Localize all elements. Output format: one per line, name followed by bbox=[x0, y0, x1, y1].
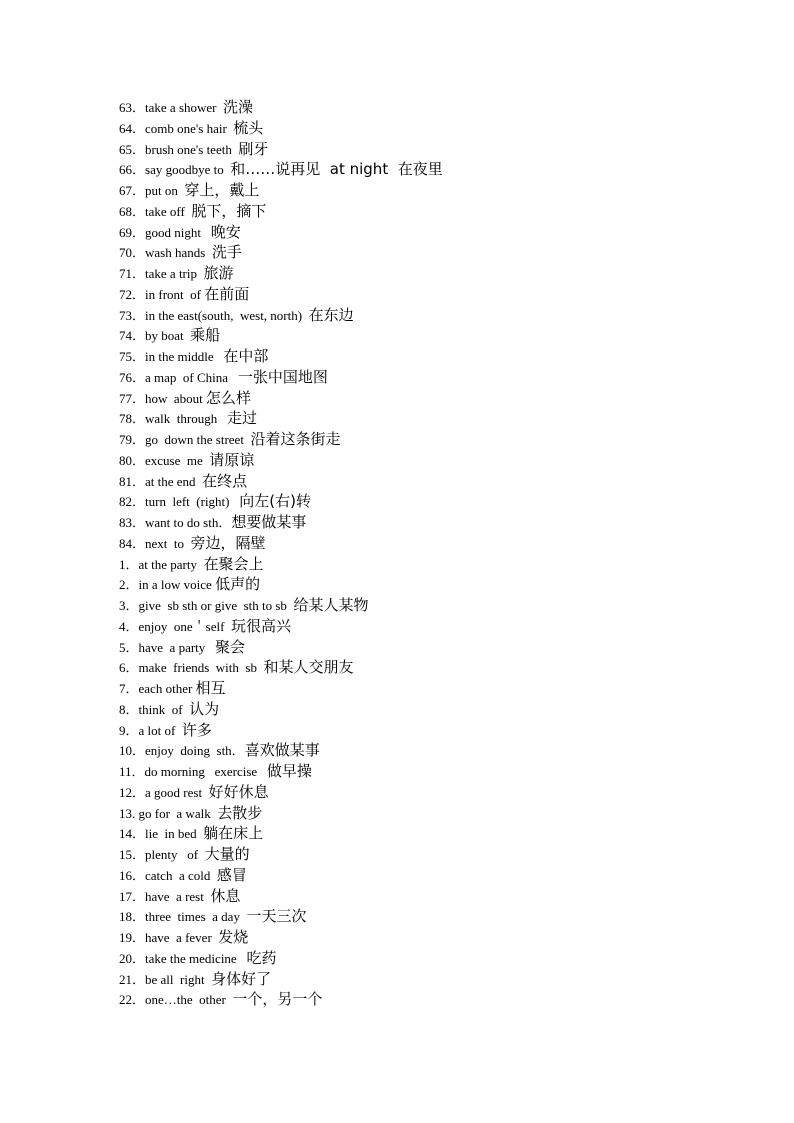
chinese-meaning: 怎么样 bbox=[206, 388, 252, 407]
english-phrase: how about bbox=[145, 390, 207, 406]
item-number: 73． bbox=[119, 307, 146, 323]
list-item bbox=[119, 761, 739, 782]
list-item bbox=[119, 97, 739, 118]
item-number: 9． bbox=[119, 722, 139, 738]
chinese-meaning: 相互 bbox=[195, 679, 226, 697]
item-number: 78． bbox=[119, 411, 146, 427]
list-item bbox=[119, 388, 739, 409]
chinese-meaning: 感冒 bbox=[216, 865, 247, 884]
item-number: 63． bbox=[119, 100, 146, 115]
chinese-meaning: 发烧 bbox=[218, 928, 249, 946]
list-item bbox=[119, 782, 739, 803]
chinese-meaning: 许多 bbox=[181, 720, 212, 739]
list-item bbox=[119, 284, 739, 305]
chinese-meaning: 一张中国地图 bbox=[237, 367, 328, 386]
chinese-meaning: 在终点 bbox=[202, 471, 248, 490]
chinese-meaning: 身体好了 bbox=[211, 969, 272, 988]
english-phrase: comb one's hair bbox=[145, 120, 234, 136]
list-item bbox=[119, 699, 739, 720]
item-number: 6． bbox=[119, 660, 139, 676]
chinese-meaning: 好好休息 bbox=[208, 782, 269, 801]
item-number: 16． bbox=[119, 867, 146, 883]
item-number: 79． bbox=[119, 432, 146, 447]
list-item bbox=[119, 533, 739, 554]
chinese-meaning: 喜欢做某事 bbox=[244, 741, 320, 760]
item-number: 10． bbox=[119, 743, 146, 759]
chinese-meaning: 刷牙 bbox=[238, 139, 269, 158]
english-phrase: each other bbox=[138, 681, 196, 696]
list-item bbox=[119, 242, 739, 263]
chinese-meaning: 在东边 bbox=[308, 305, 354, 324]
item-number: 4． bbox=[119, 618, 139, 634]
chinese-meaning: 去散步 bbox=[217, 803, 263, 822]
list-item bbox=[119, 429, 739, 450]
item-number: 3． bbox=[119, 598, 139, 613]
english-phrase: catch a cold bbox=[145, 867, 217, 883]
chinese-meaning: 向左(右)转 bbox=[239, 492, 311, 511]
list-item bbox=[119, 740, 739, 761]
chinese-meaning: 旁边，隔壁 bbox=[190, 533, 266, 552]
list-item bbox=[119, 844, 739, 865]
list-item bbox=[119, 450, 739, 471]
english-phrase: good night bbox=[145, 224, 211, 240]
chinese-meaning: 脱下，摘下 bbox=[191, 201, 267, 220]
item-number: 64． bbox=[119, 120, 146, 136]
english-phrase: do morning exercise bbox=[144, 764, 267, 779]
chinese-meaning: 旅游 bbox=[203, 264, 234, 282]
item-number: 12． bbox=[119, 784, 146, 800]
english-phrase: take off bbox=[145, 203, 192, 219]
chinese-meaning: 吃药 bbox=[246, 948, 277, 967]
chinese-meaning: 一天三次 bbox=[246, 907, 307, 926]
list-item bbox=[119, 574, 739, 595]
list-item bbox=[119, 346, 739, 367]
chinese-meaning: 做早操 bbox=[266, 762, 312, 780]
english-phrase: turn left (right) bbox=[145, 494, 240, 510]
item-number: 70． bbox=[119, 245, 146, 261]
item-number: 21． bbox=[119, 971, 146, 987]
list-item bbox=[119, 367, 739, 388]
chinese-meaning: 穿上，戴上 bbox=[184, 181, 260, 199]
item-number: 68． bbox=[119, 203, 146, 219]
english-phrase: have a rest bbox=[145, 888, 211, 904]
english-phrase: go down the street bbox=[145, 432, 251, 447]
english-phrase: excuse me bbox=[145, 452, 210, 468]
english-phrase: make friends with sb bbox=[138, 660, 264, 676]
item-number: 1． bbox=[119, 556, 139, 572]
item-number: 71． bbox=[119, 266, 146, 281]
item-number: 8． bbox=[119, 701, 139, 717]
english-phrase: next to bbox=[145, 535, 191, 551]
chinese-meaning: 晚安 bbox=[210, 222, 241, 241]
chinese-meaning: 在聚会上 bbox=[203, 554, 264, 573]
item-number: 15． bbox=[119, 847, 146, 862]
item-number: 18． bbox=[119, 909, 146, 925]
english-phrase: plenty of bbox=[145, 847, 205, 862]
item-number: 81． bbox=[119, 473, 146, 489]
item-number: 72． bbox=[119, 286, 146, 302]
item-number: 22． bbox=[119, 992, 146, 1008]
item-number: 84． bbox=[119, 535, 146, 551]
vocabulary-list bbox=[119, 97, 739, 1010]
item-number: 66． bbox=[119, 162, 146, 178]
list-item bbox=[119, 678, 739, 699]
list-item bbox=[119, 865, 739, 886]
chinese-meaning: 和某人交朋友 bbox=[263, 658, 354, 677]
list-item bbox=[119, 325, 739, 346]
item-number: 75． bbox=[119, 349, 146, 364]
english-phrase: take a trip bbox=[145, 266, 204, 281]
english-phrase: enjoy one＇self bbox=[138, 618, 231, 634]
list-item bbox=[119, 263, 739, 284]
english-phrase: go for a walk bbox=[138, 805, 218, 821]
chinese-meaning: 和……说再见 at night 在夜里 bbox=[230, 160, 443, 179]
list-item bbox=[119, 554, 739, 575]
chinese-meaning: 洗澡 bbox=[222, 98, 253, 116]
item-number: 74． bbox=[119, 328, 146, 344]
list-item bbox=[119, 159, 739, 180]
list-item bbox=[119, 512, 739, 533]
item-number: 17． bbox=[119, 888, 146, 904]
item-number: 7． bbox=[119, 681, 139, 696]
chinese-meaning: 躺在床上 bbox=[203, 824, 264, 843]
chinese-meaning: 请原谅 bbox=[209, 450, 255, 469]
english-phrase: take the medicine bbox=[145, 950, 247, 966]
chinese-meaning: 休息 bbox=[210, 886, 241, 905]
list-item bbox=[119, 823, 739, 844]
list-item bbox=[119, 906, 739, 927]
item-number: 69． bbox=[119, 224, 146, 240]
list-item bbox=[119, 408, 739, 429]
list-item bbox=[119, 201, 739, 222]
english-phrase: one…the other bbox=[145, 992, 233, 1008]
item-number: 67． bbox=[119, 183, 146, 198]
english-phrase: at the party bbox=[138, 556, 204, 572]
list-item bbox=[119, 305, 739, 326]
chinese-meaning: 乘船 bbox=[190, 326, 221, 345]
item-number: 82． bbox=[119, 494, 146, 510]
chinese-meaning: 聚会 bbox=[215, 637, 246, 656]
english-phrase: give sb sth or give sth to sb bbox=[138, 598, 294, 613]
english-phrase: think of bbox=[138, 701, 190, 717]
chinese-meaning: 一个，另一个 bbox=[232, 990, 323, 1009]
english-phrase: take a shower bbox=[145, 100, 223, 115]
list-item bbox=[119, 491, 739, 512]
item-number: 83． bbox=[119, 515, 146, 530]
english-phrase: a lot of bbox=[138, 722, 182, 738]
item-number: 13. bbox=[119, 805, 139, 821]
list-item bbox=[119, 595, 739, 616]
list-item bbox=[119, 222, 739, 243]
chinese-meaning: 认为 bbox=[189, 699, 220, 718]
english-phrase: in the middle bbox=[145, 349, 224, 364]
english-phrase: have a party bbox=[138, 639, 216, 655]
chinese-meaning: 走过 bbox=[226, 409, 257, 428]
list-item bbox=[119, 118, 739, 139]
english-phrase: in front of bbox=[145, 286, 205, 302]
item-number: 20． bbox=[119, 950, 146, 966]
english-phrase: by boat bbox=[145, 328, 191, 344]
list-item bbox=[119, 180, 739, 201]
list-item bbox=[119, 969, 739, 990]
chinese-meaning: 大量的 bbox=[204, 845, 250, 863]
item-number: 77． bbox=[119, 390, 146, 406]
english-phrase: put on bbox=[145, 183, 185, 198]
item-number: 19． bbox=[119, 930, 146, 945]
chinese-meaning: 在中部 bbox=[223, 347, 269, 365]
list-item bbox=[119, 720, 739, 741]
list-item bbox=[119, 471, 739, 492]
chinese-meaning: 低声的 bbox=[215, 575, 261, 594]
english-phrase: want to do sth． bbox=[145, 515, 232, 530]
english-phrase: wash hands bbox=[145, 245, 212, 261]
english-phrase: in a low voice bbox=[138, 577, 216, 593]
chinese-meaning: 想要做某事 bbox=[231, 513, 307, 531]
item-number: 76． bbox=[119, 369, 146, 385]
item-number: 11． bbox=[119, 764, 145, 779]
item-number: 65． bbox=[119, 141, 146, 157]
item-number: 80． bbox=[119, 452, 146, 468]
chinese-meaning: 洗手 bbox=[211, 243, 242, 262]
english-phrase: at the end bbox=[145, 473, 203, 489]
list-item bbox=[119, 657, 739, 678]
list-item bbox=[119, 927, 739, 948]
english-phrase: a map of China bbox=[145, 369, 238, 385]
item-number: 14． bbox=[119, 826, 146, 842]
english-phrase: walk through bbox=[145, 411, 227, 427]
english-phrase: three times a day bbox=[145, 909, 247, 925]
chinese-meaning: 梳头 bbox=[233, 118, 264, 137]
english-phrase: say goodbye to bbox=[145, 162, 231, 178]
english-phrase: have a fever bbox=[145, 930, 219, 945]
item-number: 2． bbox=[119, 577, 139, 593]
english-phrase: brush one's teeth bbox=[145, 141, 239, 157]
list-item bbox=[119, 989, 739, 1010]
list-item bbox=[119, 616, 739, 637]
item-number: 5． bbox=[119, 639, 139, 655]
chinese-meaning: 给某人某物 bbox=[293, 596, 369, 614]
list-item bbox=[119, 637, 739, 658]
list-item bbox=[119, 948, 739, 969]
chinese-meaning: 玩很高兴 bbox=[230, 616, 291, 635]
english-phrase: be all right bbox=[145, 971, 212, 987]
english-phrase: enjoy doing sth． bbox=[145, 743, 245, 759]
list-item bbox=[119, 886, 739, 907]
chinese-meaning: 沿着这条街走 bbox=[250, 430, 341, 448]
english-phrase: in the east(south, west, north) bbox=[145, 307, 309, 323]
list-item bbox=[119, 803, 739, 824]
english-phrase: lie in bed bbox=[145, 826, 204, 842]
english-phrase: a good rest bbox=[145, 784, 209, 800]
list-item bbox=[119, 139, 739, 160]
chinese-meaning: 在前面 bbox=[204, 284, 250, 303]
